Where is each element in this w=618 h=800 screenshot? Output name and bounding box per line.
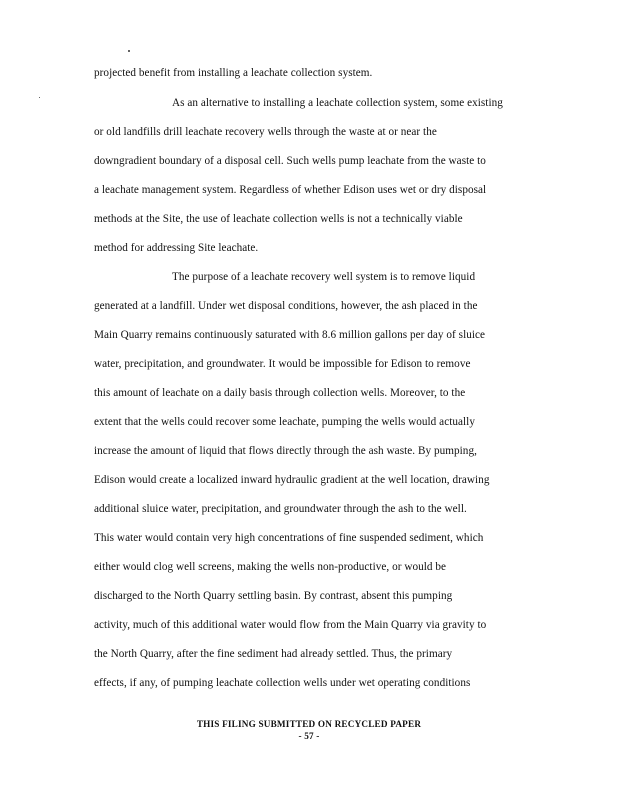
- body-line: generated at a landfill. Under wet disposal conditions, however, the ash placed in the: [94, 300, 478, 312]
- body-line: Main Quarry remains continuously saturated with 8.6 million gallons per day of sluice: [94, 329, 486, 341]
- body-line: activity, much of this additional water would flow from the Main Quarry via gravity to: [94, 619, 487, 631]
- body-line: either would clog well screens, making the wells non-productive, or would be: [94, 561, 447, 573]
- paragraph-first-line: As an alternative to installing a leachate collection system, some existing: [172, 97, 503, 109]
- recycled-paper-notice: THIS FILING SUBMITTED ON RECYCLED PAPER: [196, 719, 422, 729]
- body-line: method for addressing Site leachate.: [94, 242, 259, 254]
- body-line: projected benefit from installing a leachate collection system.: [94, 67, 373, 79]
- body-line: a leachate management system. Regardless of whether Edison uses wet or dry disposal: [94, 184, 487, 196]
- body-line: additional sluice water, precipitation, and groundwater through the ash to the well.: [94, 503, 467, 515]
- body-line: water, precipitation, and groundwater. It would be impossible for Edison to remove: [94, 358, 471, 370]
- body-line: Edison would create a localized inward hydraulic gradient at the well location, drawing: [94, 474, 490, 486]
- scan-speck: [128, 50, 130, 52]
- body-line: downgradient boundary of a disposal cell. Such wells pump leachate from the waste to: [94, 155, 486, 167]
- paragraph-first-line: The purpose of a leachate recovery well system is to remove liquid: [172, 271, 476, 283]
- body-line: This water would contain very high concentrations of fine suspended sediment, which: [94, 532, 484, 544]
- body-line: methods at the Site, the use of leachate collection wells is not a technically viable: [94, 213, 463, 225]
- body-line: the North Quarry, after the fine sediment had already settled. Thus, the primary: [94, 648, 453, 660]
- body-line: or old landfills drill leachate recovery wells through the waste at or near the: [94, 126, 437, 138]
- body-line: increase the amount of liquid that flows directly through the ash waste. By pumping,: [94, 445, 477, 457]
- page-number: - 57 -: [298, 731, 320, 741]
- body-line: this amount of leachate on a daily basis through collection wells. Moreover, to the: [94, 387, 466, 399]
- body-line: extent that the wells could recover some leachate, pumping the wells would actually: [94, 416, 475, 428]
- body-line: discharged to the North Quarry settling basin. By contrast, absent this pumping: [94, 590, 453, 602]
- body-line: effects, if any, of pumping leachate collection wells under wet operating conditions: [94, 677, 471, 689]
- scan-speck: [39, 97, 40, 98]
